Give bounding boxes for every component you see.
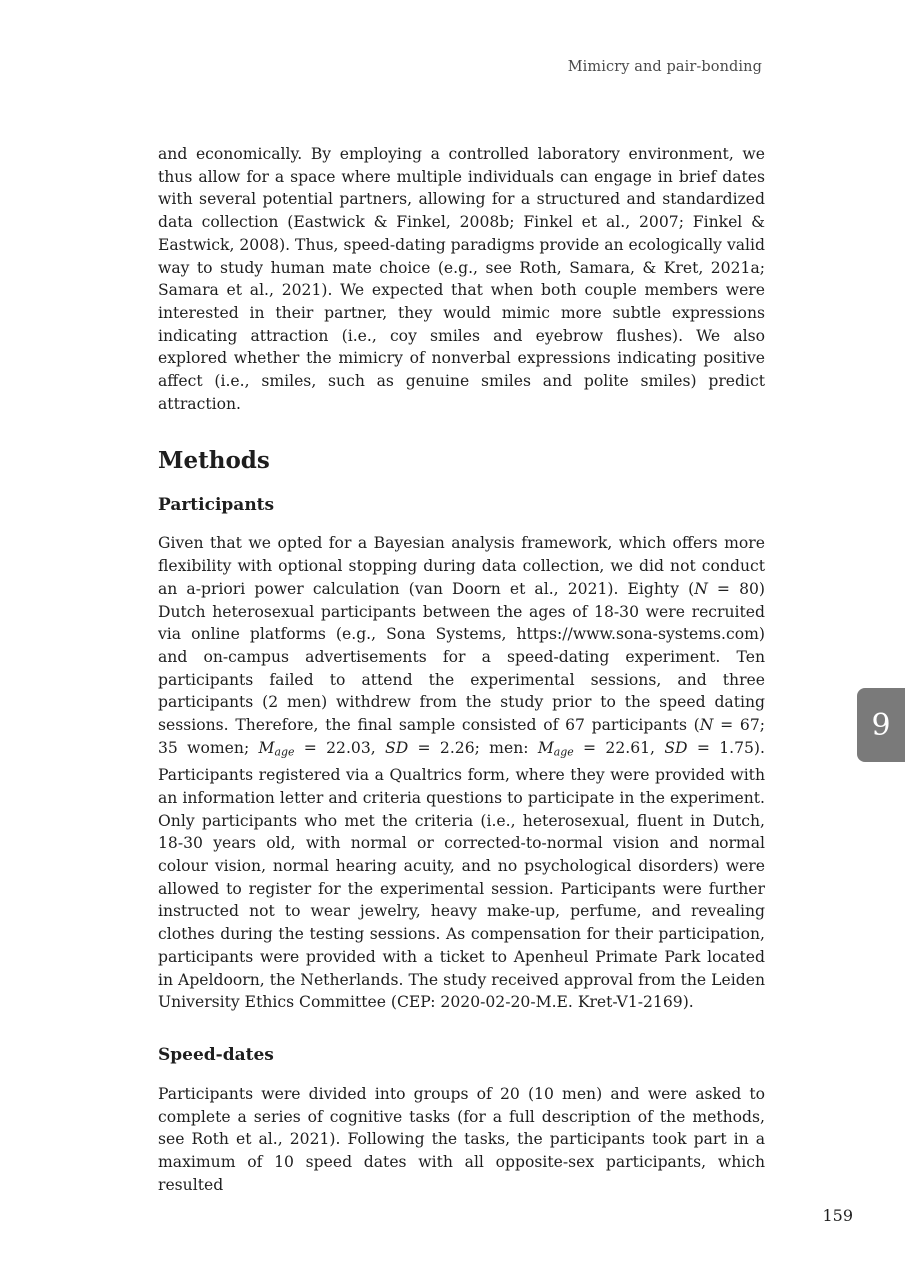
page-number: 159 — [822, 1206, 853, 1225]
page-body — [158, 143, 765, 1196]
running-head: Mimicry and pair-bonding — [567, 59, 762, 75]
subsection-heading-speed-dates: Speed-dates — [158, 1044, 274, 1065]
participants-paragraph: Given that we opted for a Bayesian analysis framework, which offers more flexibility with optional stopping during data collection, we did not conduct an a-priori power calculation (van Doorn et al., 2021). Eighty (N = 80) Dutch heterosexual participants between the ages of 18-30 were recruited via online platforms (e.g., Sona Systems, https://www.sona-systems.com) and on-campus advertisements for a speed-dating experiment. Ten participants failed to attend the experimental sessions, and three participants (2 men) withdrew from the study prior to the speed dating sessions. Therefore, the final sample consisted of 67 participants (N = 67; 35 women; $M_{age} = 22.03$, SD = 2.26; men: $M_{age} = 22.61$, SD = 1.75). Participants registered via a Qualtrics form, where they were provided with an information letter and criteria questions to participate in the experiment. Only participants who met the criteria (i.e., heterosexual, fluent in Dutch, 18-30 years old, with normal or corrected-to-normal vision and normal colour vision, normal hearing acuity, and no psychological disorders) were allowed to register for the experimental session. Participants were further instructed not to wear jewelry, heavy make-up, perfume, and revealing clothes during the testing sessions. As compensation for their participation, participants were provided with a ticket to Apenheul Primate Park located in Apeldoorn, the Netherlands. The study received approval from the Leiden University Ethics Committee (CEP: 2020-02-20-M.E. Kret-V1-2169). — [158, 534, 766, 1012]
subsection-heading-participants: Participants — [158, 495, 275, 516]
speed-dates-paragraph: Participants were divided into groups of 20 (10 men) and were asked to complete a series of cognitive tasks (for a full description of the methods, see Roth et al., 2021). Following the tasks, the participants took part in a maximum of 10 speed dates with all opposite-sex participants, which resulted — [158, 1084, 765, 1194]
section-heading-methods: Methods — [158, 447, 270, 475]
chapter-tab: 9 — [857, 688, 905, 762]
intro-paragraph: and economically. By employing a controlled laboratory environment, we thus allow for a space where multiple individuals can engage in brief dates with several potential partners, allowing for a structured and standardized data collection (Eastwick & Finkel, 2008b; Finkel et al., 2007; Finkel & Eastwick, 2008). Thus, speed-dating paradigms provide an ecologically valid way to study human mate choice (e.g., see Roth, Samara, & Kret, 2021a; Samara et al., 2021). We expected that when both couple members were interested in their partner, they would mimic more subtle expressions indicating attraction (i.e., coy smiles and eyebrow flushes). We also explored whether the mimicry of nonverbal expressions indicating positive affect (i.e., smiles, such as genuine smiles and polite smiles) predict attraction. — [158, 145, 766, 413]
